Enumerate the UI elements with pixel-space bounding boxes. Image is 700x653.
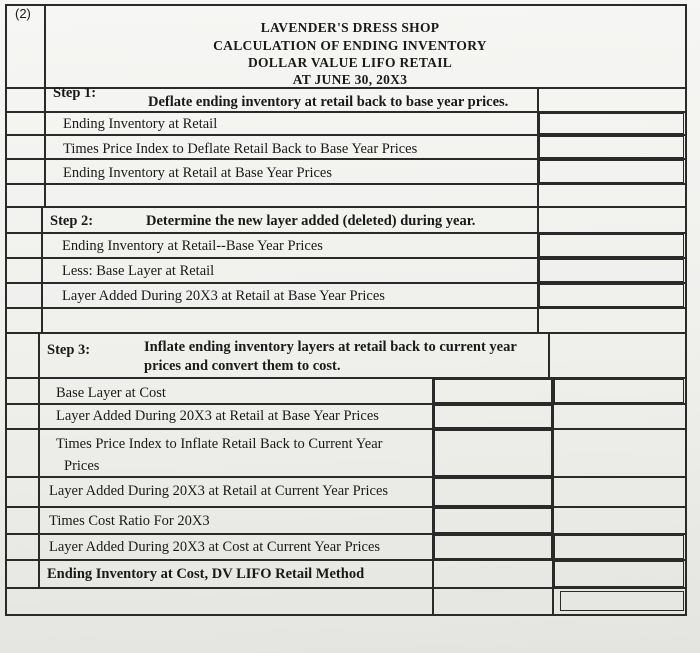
- step2-ending-inventory-input[interactable]: [539, 234, 684, 257]
- header-shop-name: LAVENDER'S DRESS SHOP: [260, 20, 440, 35]
- header-calculation-title: CALCULATION OF ENDING INVENTORY: [213, 38, 487, 53]
- step1-row-price-index: Times Price Index to Deflate Retail Back to Base Year Prices: [63, 141, 418, 157]
- ending-inventory-underline: [560, 591, 684, 611]
- step1-title: Deflate ending inventory at retail back to base year prices.: [148, 94, 509, 110]
- step3-final-row: Ending Inventory at Cost, DV LIFO Retail Method: [47, 566, 365, 582]
- step1-ending-inventory-input[interactable]: [539, 113, 684, 134]
- step2-title: Determine the new layer added (deleted) during year.: [146, 213, 476, 229]
- step1-label: Step 1:: [53, 85, 97, 101]
- step1-base-year-input[interactable]: [539, 160, 684, 183]
- step3-price-index-input[interactable]: [434, 430, 552, 476]
- step3-title-line1: Inflate ending inventory layers at retail back to current year: [144, 339, 517, 355]
- step3-row-layer-added-base: Layer Added During 20X3 at Retail at Base Year Prices: [56, 408, 379, 424]
- step3-layer-added-cost-input[interactable]: [434, 535, 552, 559]
- step3-label: Step 3:: [47, 342, 91, 358]
- step3-row-layer-added-current: Layer Added During 20X3 at Retail at Current Year Prices: [49, 483, 389, 499]
- step3-row-cost-ratio: Times Cost Ratio For 20X3: [49, 513, 210, 529]
- step1-row-base-year-prices: Ending Inventory at Retail at Base Year Prices: [63, 165, 332, 181]
- step3-row-base-layer-cost: Base Layer at Cost: [56, 385, 166, 401]
- step3-row-price-index-line2: Prices: [64, 458, 100, 474]
- step3-row-price-index-line1: Times Price Index to Inflate Retail Back to Current Year: [56, 436, 383, 452]
- step2-base-layer-input[interactable]: [539, 259, 684, 282]
- header-date: AT JUNE 30, 20X3: [292, 72, 408, 87]
- step2-label: Step 2:: [50, 213, 94, 229]
- step2-row-base-layer: Less: Base Layer at Retail: [62, 263, 215, 279]
- step3-cost-ratio-input[interactable]: [434, 508, 552, 533]
- ending-inventory-total-input[interactable]: [554, 561, 684, 587]
- step3-row-layer-added-cost: Layer Added During 20X3 at Cost at Current Year Prices: [49, 539, 381, 555]
- step3-base-layer-cost-input[interactable]: [434, 379, 552, 403]
- question-number: (2): [15, 6, 31, 21]
- step1-price-index-input[interactable]: [539, 136, 684, 158]
- step3-layer-added-total-input[interactable]: [554, 535, 684, 559]
- header-method: DOLLAR VALUE LIFO RETAIL: [247, 55, 453, 70]
- step2-row-layer-added: Layer Added During 20X3 at Retail at Base Year Prices: [62, 288, 385, 304]
- step3-title-line2: prices and convert them to cost.: [144, 358, 341, 374]
- step2-layer-added-input[interactable]: [539, 284, 684, 307]
- step3-base-layer-total-input[interactable]: [554, 379, 684, 403]
- step3-layer-added-base-input[interactable]: [434, 405, 552, 428]
- step3-layer-added-current-input[interactable]: [434, 478, 552, 506]
- step1-row-ending-inventory: Ending Inventory at Retail: [63, 116, 218, 132]
- step2-row-ending-inventory-base: Ending Inventory at Retail--Base Year Prices: [62, 238, 323, 254]
